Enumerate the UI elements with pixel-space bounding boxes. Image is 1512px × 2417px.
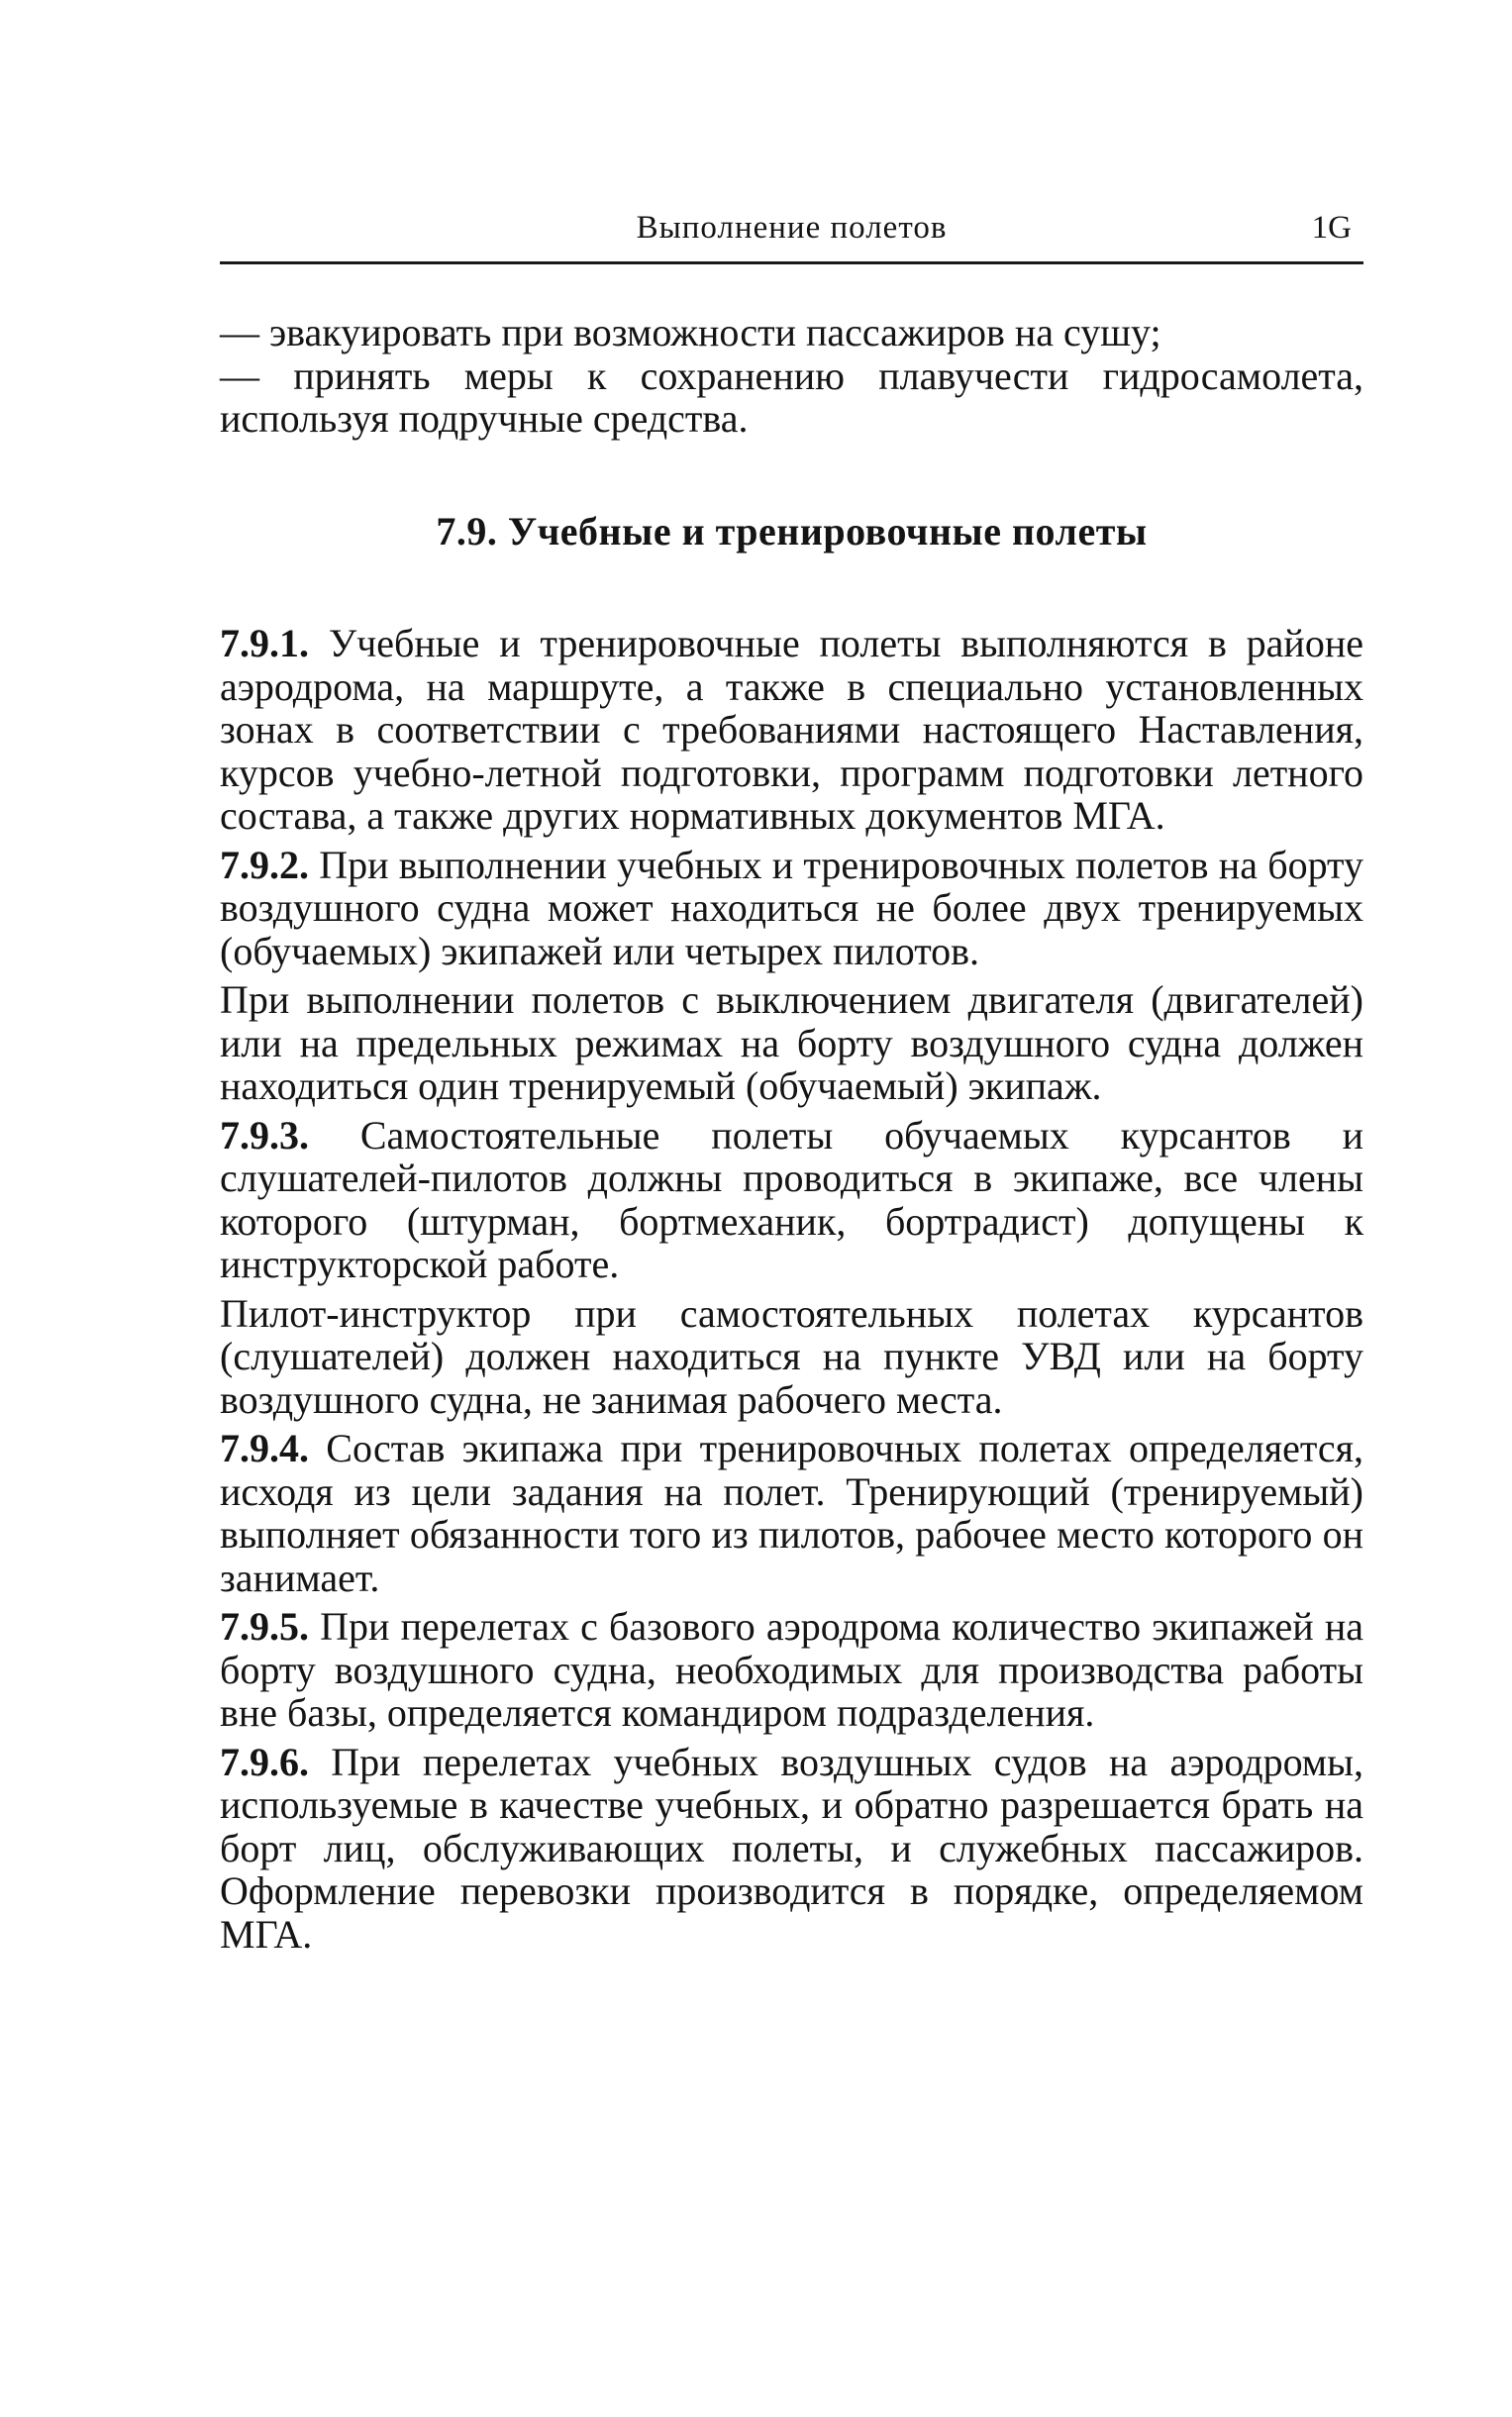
paragraph-7-9-3 xyxy=(220,1114,1363,1286)
paragraph-number: 7.9.5. xyxy=(220,1604,309,1649)
paragraph-text: При перелетах учебных воздушных судов на аэродромы, используемые в качестве учебных, и обратно разрешается брать на борт лиц, обслуживающих полеты, и служебных пассажиров. Оформление перевозки производится в порядке, определяемом МГА. xyxy=(220,1739,1363,1957)
paragraph-text: Учебные и тренировочные полеты выполняются в районе аэродрома, на маршруте, а также в специально установленных зонах в соответствии с требованиями настоящего Наставления, курсов учебно-летной подготовки, программ подготовки летного состава, а также других нормативных документов МГА. xyxy=(220,621,1363,838)
paragraph-number: 7.9.4. xyxy=(220,1426,309,1470)
body-text xyxy=(220,311,1363,1962)
section-title: 7.9. Учебные и тренировочные полеты xyxy=(436,508,1148,554)
paragraph-7-9-5 xyxy=(220,1605,1363,1735)
paragraph-7-9-3-cont xyxy=(220,1292,1363,1422)
paragraph-text: При выполнении полетов с выключением двигателя (двигателей) или на предельных режимах на борту воздушного судна должен находиться один тренируемый (обучаемый) экипаж. xyxy=(220,977,1363,1108)
paragraph-text: Самостоятельные полеты обучаемых курсантов и слушателей-пилотов должны проводиться в экипаже, все члены которого (штурман, бортмеханик, бортрадист) допущены к инструкторской работе. xyxy=(220,1112,1363,1286)
header-rule xyxy=(220,261,1363,264)
paragraph-number: 7.9.6. xyxy=(220,1739,309,1784)
paragraph-text: Состав экипажа при тренировочных полетах определяется, исходя из цели задания на полет. Тренирующий (тренируемый) выполняет обязанности того из пилотов, рабочее место которого он занимает. xyxy=(220,1426,1363,1600)
intro-line-2: — принять меры к сохранению плавучести гидросамолета, используя подручные средства. xyxy=(220,352,1363,441)
running-title: Выполнение полетов xyxy=(636,210,948,246)
paragraph-number: 7.9.3. xyxy=(220,1112,309,1158)
paragraph-text: Пилот-инструктор при самостоятельных полетах курсантов (слушателей) должен находиться на пункте УВД или на борту воздушного судна, не занимая рабочего места. xyxy=(220,1290,1363,1422)
paragraph-7-9-2-cont xyxy=(220,978,1363,1108)
paragraph-7-9-1 xyxy=(220,622,1363,838)
intro-line-1: — эвакуировать при возможности пассажиров на сушу; xyxy=(220,310,1161,354)
paragraph-7-9-4 xyxy=(220,1427,1363,1599)
paragraph-number: 7.9.1. xyxy=(220,621,309,665)
running-head xyxy=(220,210,1363,253)
paragraph-7-9-6 xyxy=(220,1741,1363,1957)
paragraph-text: При выполнении учебных и тренировочных полетов на борту воздушного судна может находиться не более двух тренируемых (обучаемых) экипажей или четырех пилотов. xyxy=(220,842,1363,973)
paragraph-7-9-2 xyxy=(220,844,1363,973)
paragraph-text: При перелетах с базового аэродрома количество экипажей на борту воздушного судна, необходимых для производства работы вне базы, определяется командиром подразделения. xyxy=(220,1604,1363,1735)
paragraph-number: 7.9.2. xyxy=(220,842,309,887)
page-number: 1G xyxy=(1311,210,1352,246)
